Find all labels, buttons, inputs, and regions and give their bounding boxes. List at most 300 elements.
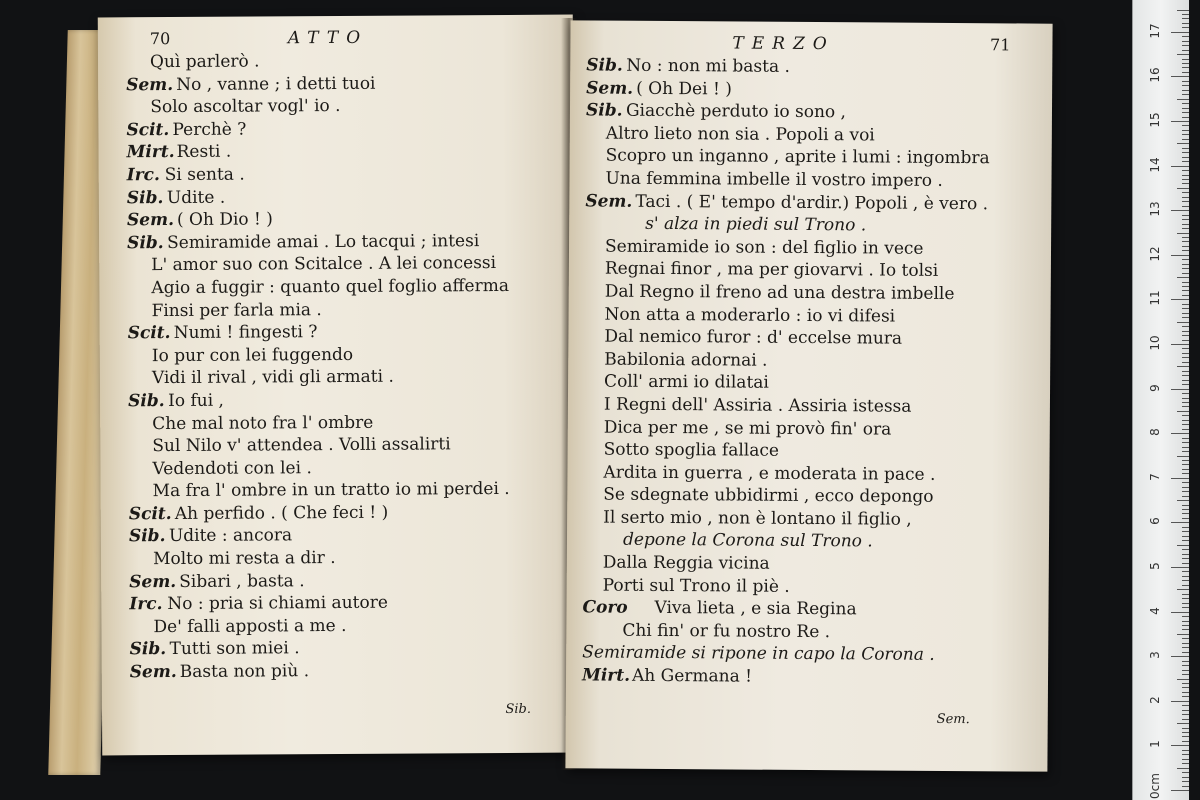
ruler-tick — [1171, 32, 1189, 33]
ruler-tick — [1182, 576, 1189, 577]
ruler-tick — [1182, 603, 1189, 604]
ruler-tick — [1182, 215, 1189, 216]
ruler-tick — [1182, 621, 1189, 622]
text-line — [568, 416, 1050, 442]
ruler-number: 13 — [1148, 201, 1162, 217]
line-text: Udite . — [166, 187, 226, 208]
ruler-tick — [1171, 567, 1189, 568]
ruler-tick — [1182, 304, 1189, 305]
stage-direction — [566, 642, 1048, 668]
ruler-tick — [1182, 85, 1189, 86]
line-text: Dal Regno il freno ad una destra imbelle — [604, 281, 955, 304]
ruler-tick — [1182, 429, 1189, 430]
ruler-tick — [1182, 687, 1189, 688]
ruler-tick — [1182, 607, 1189, 608]
ruler-number: 7 — [1148, 472, 1162, 481]
ruler-tick — [1182, 741, 1189, 742]
text-line — [567, 506, 1049, 532]
line-text: Ma fra l' ombre in un tratto io mi perdei . — [152, 479, 510, 502]
ruler-tick — [1171, 745, 1189, 746]
ruler-tick — [1177, 54, 1189, 55]
ruler-tick — [1182, 451, 1189, 452]
text-line — [99, 139, 574, 164]
ruler-tick — [1171, 299, 1189, 300]
ruler-tick — [1182, 197, 1189, 198]
speaker-name: Sem. — [586, 78, 634, 99]
text-line — [99, 207, 574, 232]
ruler-tick — [1182, 224, 1189, 225]
line-text: Molto mi resta a dir . — [152, 548, 336, 570]
ruler-tick — [1177, 634, 1189, 635]
ruler-tick — [1182, 406, 1189, 407]
speaker-name: Irc. — [126, 165, 160, 186]
line-text: No : non mi basta . — [626, 55, 791, 77]
ruler-tick — [1171, 255, 1189, 256]
speaker-name: Scit. — [126, 119, 170, 141]
text-line — [100, 342, 575, 367]
stage-direction — [567, 529, 1049, 555]
speaker-name: Scit. — [128, 503, 172, 525]
text-line — [101, 591, 576, 616]
text-line — [569, 258, 1051, 284]
ruler-tick — [1182, 509, 1189, 510]
line-text: Che mal noto fra l' ombre — [152, 412, 374, 434]
ruler-tick — [1171, 210, 1189, 211]
ruler-tick — [1182, 380, 1189, 381]
ruler-tick — [1182, 531, 1189, 532]
line-text: Semiramide amai . Lo tacqui ; intesi — [167, 230, 480, 253]
line-text: Sul Nilo v' attendea . Volli assalirti — [152, 434, 451, 457]
ruler-tick — [1182, 219, 1189, 220]
line-text: Resti . — [176, 142, 232, 163]
line-text: Regnai finor , ma per giovarvi . Io tolsi — [604, 258, 939, 282]
speaker-name: Irc. — [129, 594, 163, 615]
text-line — [568, 371, 1050, 397]
ruler-tick — [1182, 282, 1189, 283]
speaker-name: Sem. — [126, 74, 174, 95]
ruler-tick — [1182, 183, 1189, 184]
ruler-tick — [1182, 108, 1189, 109]
ruler-tick — [1182, 353, 1189, 354]
ruler-tick — [1182, 335, 1189, 336]
ruler-tick — [1182, 616, 1189, 617]
ruler-tick — [1182, 27, 1189, 28]
catchword: Sem. — [936, 711, 970, 728]
ruler-tick — [1182, 375, 1189, 376]
line-text: Si senta . — [164, 164, 245, 186]
ruler-tick — [1182, 447, 1189, 448]
line-text: L' amor suo con Scitalce . A lei concessi — [151, 253, 497, 276]
ruler-tick — [1182, 754, 1189, 755]
line-text: Semiramide si ripone in capo la Corona . — [582, 642, 935, 666]
text-line — [102, 636, 577, 661]
text-line — [100, 433, 575, 458]
ruler-tick — [1182, 763, 1189, 764]
line-text: Finsi per farla mia . — [151, 299, 322, 321]
ruler-number: 8 — [1148, 428, 1162, 437]
line-text: Tutti son miei . — [169, 638, 300, 660]
ruler-tick — [1182, 424, 1189, 425]
ruler-tick — [1182, 36, 1189, 37]
measuring-ruler — [1132, 0, 1189, 800]
ruler-tick — [1182, 732, 1189, 733]
line-text: ( Oh Dio ! ) — [176, 209, 273, 231]
line-text: I Regni dell' Assiria . Assiria istessa — [603, 394, 912, 417]
ruler-tick — [1182, 90, 1189, 91]
line-text: Semiramide io son : del figlio in vece — [604, 236, 924, 259]
ruler-tick — [1177, 10, 1189, 11]
ruler-tick — [1182, 571, 1189, 572]
ruler-tick — [1177, 411, 1189, 412]
line-text: De' falli apposti a me . — [153, 615, 347, 637]
speaker-name: Sib. — [128, 526, 166, 547]
line-text: Io fui , — [168, 390, 224, 411]
ruler-tick — [1182, 290, 1189, 291]
ruler-tick — [1182, 286, 1189, 287]
ruler-tick — [1182, 496, 1189, 497]
ruler-tick — [1182, 67, 1189, 68]
running-title: TERZO — [732, 33, 835, 55]
ruler-number: 0cm — [1148, 773, 1162, 799]
ruler-tick — [1182, 175, 1189, 176]
ruler-tick — [1182, 331, 1189, 332]
text-line — [569, 190, 1051, 216]
ruler-tick — [1182, 652, 1189, 653]
ruler-tick — [1182, 683, 1189, 684]
line-text: Basta non più . — [179, 661, 310, 683]
line-text: Ardita in guerra , e moderata in pace . — [603, 462, 936, 485]
text-line — [567, 574, 1049, 600]
ruler-tick — [1171, 433, 1189, 434]
ruler-tick — [1182, 460, 1189, 461]
running-title: ATTO — [287, 27, 369, 49]
speaker-name: Mirt. — [126, 142, 175, 163]
ruler-number: 3 — [1148, 651, 1162, 660]
ruler-tick — [1182, 264, 1189, 265]
ruler-tick — [1182, 647, 1189, 648]
ruler-tick — [1182, 112, 1189, 113]
right-page — [565, 20, 1052, 771]
ruler-tick — [1177, 456, 1189, 457]
speaker-name: Sib. — [127, 232, 164, 254]
ruler-tick — [1177, 277, 1189, 278]
ruler-tick — [1171, 76, 1189, 77]
line-text: Non atta a moderarlo : io vi difesi — [604, 304, 896, 327]
ruler-tick — [1182, 94, 1189, 95]
ruler-tick — [1182, 594, 1189, 595]
ruler-tick — [1182, 558, 1189, 559]
ruler-tick — [1171, 166, 1189, 167]
ruler-tick — [1171, 656, 1189, 657]
ruler-tick — [1182, 63, 1189, 64]
ruler-tick — [1182, 23, 1189, 24]
text-line — [567, 461, 1049, 487]
ruler-tick — [1182, 148, 1189, 149]
ruler-tick — [1182, 580, 1189, 581]
line-text: ( Oh Dei ! ) — [636, 78, 732, 100]
ruler-tick — [1182, 250, 1189, 251]
ruler-tick — [1182, 527, 1189, 528]
ruler-tick — [1182, 598, 1189, 599]
ruler-tick — [1182, 134, 1189, 135]
ruler-tick — [1182, 781, 1189, 782]
text-line — [98, 71, 573, 96]
line-text: Taci . ( E' tempo d'ardir.) Popoli , è vero . — [635, 191, 989, 214]
text-line — [566, 664, 1048, 690]
page-number: 70 — [149, 29, 171, 49]
ruler-tick — [1182, 625, 1189, 626]
ruler-tick — [1177, 322, 1189, 323]
ruler-tick — [1182, 125, 1189, 126]
ruler-tick — [1182, 442, 1189, 443]
line-text: Vidi il rival , vidi gli armati . — [151, 366, 394, 389]
ruler-tick — [1171, 612, 1189, 613]
text-line — [570, 77, 1052, 103]
text-line — [102, 659, 577, 684]
ruler-tick — [1177, 500, 1189, 501]
ruler-tick — [1171, 701, 1189, 702]
text-line — [100, 365, 575, 390]
ruler-number: 14 — [1148, 156, 1162, 173]
text-line — [570, 122, 1052, 148]
ruler-tick — [1171, 344, 1189, 345]
ruler-tick — [1182, 72, 1189, 73]
text-line — [570, 100, 1052, 126]
ruler-tick — [1182, 728, 1189, 729]
line-text: Altro lieto non sia . Popoli a voi — [605, 123, 875, 146]
line-text: Una femmina imbelle il vostro impero . — [605, 168, 943, 191]
ruler-tick — [1171, 790, 1189, 791]
line-text: Io pur con lei fuggendo — [151, 344, 354, 366]
speaker-name: Sib. — [128, 390, 165, 412]
ruler-tick — [1182, 438, 1189, 439]
left-page — [98, 15, 577, 756]
ruler-tick — [1182, 674, 1189, 675]
text-line — [568, 438, 1050, 464]
text-line — [566, 619, 1048, 645]
ruler-tick — [1182, 313, 1189, 314]
ruler-tick — [1182, 157, 1189, 158]
text-line — [101, 546, 576, 571]
ruler-tick — [1182, 317, 1189, 318]
ruler-tick — [1177, 545, 1189, 546]
text-line — [101, 523, 576, 548]
text-line — [569, 235, 1051, 261]
right-page-text — [566, 54, 1052, 690]
ruler-tick — [1182, 384, 1189, 385]
ruler-tick — [1182, 348, 1189, 349]
ruler-tick — [1182, 638, 1189, 639]
ruler-tick — [1182, 670, 1189, 671]
line-text: Giacchè perduto io sono , — [625, 100, 847, 123]
ruler-tick — [1182, 50, 1189, 51]
ruler-tick — [1177, 366, 1189, 367]
ruler-tick — [1182, 402, 1189, 403]
text-line — [567, 551, 1049, 577]
ruler-number: 9 — [1148, 383, 1162, 392]
text-line — [568, 303, 1050, 329]
line-text: Solo ascoltar vogl' io . — [150, 96, 341, 118]
ruler-tick — [1182, 273, 1189, 274]
ruler-tick — [1182, 554, 1189, 555]
ruler-tick — [1182, 665, 1189, 666]
ruler-number: 2 — [1148, 695, 1162, 704]
ruler-tick — [1182, 45, 1189, 46]
ruler-number: 10 — [1148, 335, 1162, 351]
speaker-name: Sem. — [129, 571, 177, 592]
text-line — [568, 325, 1050, 351]
ruler-tick — [1182, 179, 1189, 180]
text-line — [569, 280, 1051, 306]
line-text: Numi ! fingesti ? — [173, 322, 318, 344]
text-line — [100, 387, 575, 412]
speaker-name: Scit. — [127, 323, 171, 344]
line-text: No : pria si chiami autore — [167, 592, 388, 615]
speaker-name: Mirt. — [581, 665, 631, 686]
ruler-tick — [1182, 326, 1189, 327]
ruler-tick — [1177, 143, 1189, 144]
text-line — [568, 393, 1050, 419]
ruler-number: 11 — [1148, 290, 1162, 307]
speaker-name: Coro — [582, 597, 628, 618]
ruler-tick — [1182, 393, 1189, 394]
ruler-tick — [1177, 589, 1189, 590]
ruler-number: 15 — [1148, 112, 1162, 128]
text-line — [100, 410, 575, 435]
ruler-tick — [1182, 415, 1189, 416]
speaker-name: Sem. — [126, 210, 175, 231]
line-text: Porti sul Trono il piè . — [602, 575, 790, 597]
text-line — [101, 478, 576, 503]
text-line — [568, 348, 1050, 374]
ruler-tick — [1182, 14, 1189, 15]
line-text: Dica per me , se mi provò fin' ora — [603, 417, 892, 440]
ruler-tick — [1182, 750, 1189, 751]
ruler-tick — [1182, 469, 1189, 470]
text-line — [566, 597, 1048, 623]
ruler-tick — [1182, 170, 1189, 171]
ruler-tick — [1182, 661, 1189, 662]
ruler-tick — [1182, 487, 1189, 488]
ruler-tick — [1182, 513, 1189, 514]
text-line — [99, 274, 574, 299]
ruler-tick — [1177, 679, 1189, 680]
ruler-tick — [1182, 536, 1189, 537]
ruler-tick — [1182, 371, 1189, 372]
stage-direction — [569, 212, 1051, 238]
ruler-tick — [1182, 192, 1189, 193]
ruler-tick — [1182, 491, 1189, 492]
speaker-name: Sib. — [129, 639, 167, 660]
text-line — [98, 49, 573, 74]
text-line — [99, 162, 574, 187]
ruler-tick — [1182, 736, 1189, 737]
ruler-tick — [1182, 629, 1189, 630]
ruler-tick — [1182, 41, 1189, 42]
speaker-name: Sib. — [585, 100, 623, 121]
ruler-tick — [1182, 228, 1189, 229]
ruler-tick — [1182, 161, 1189, 162]
ruler-tick — [1182, 357, 1189, 358]
line-text: Vedendoti con lei . — [152, 457, 312, 479]
text-line — [100, 320, 575, 345]
ruler-tick — [1177, 99, 1189, 100]
line-text: Viva lieta , e sia Regina — [654, 598, 857, 620]
ruler-tick — [1182, 505, 1189, 506]
text-line — [570, 54, 1052, 80]
ruler-tick — [1182, 540, 1189, 541]
ruler-tick — [1171, 389, 1189, 390]
text-line — [98, 116, 573, 141]
text-line — [98, 94, 573, 119]
ruler-tick — [1182, 719, 1189, 720]
text-line — [99, 229, 574, 254]
page-number: 71 — [990, 35, 1011, 55]
line-text: depone la Corona sul Trono . — [622, 530, 873, 552]
line-text: Chi fin' or fu nostro Re . — [622, 620, 831, 642]
text-line — [99, 252, 574, 277]
ruler-tick — [1177, 188, 1189, 189]
ruler-tick — [1182, 117, 1189, 118]
text-line — [569, 167, 1051, 193]
text-line — [101, 500, 576, 525]
line-text: Dalla Reggia vicina — [602, 552, 770, 574]
catchword: Sib. — [505, 701, 532, 717]
ruler-tick — [1171, 522, 1189, 523]
ruler-tick — [1182, 705, 1189, 706]
ruler-number: 6 — [1148, 517, 1162, 526]
ruler-number: 5 — [1148, 562, 1162, 570]
ruler-number: 16 — [1148, 67, 1162, 84]
ruler-tick — [1182, 201, 1189, 202]
ruler-tick — [1182, 241, 1189, 242]
line-text: Quì parlerò . — [149, 51, 260, 73]
ruler-tick — [1182, 259, 1189, 260]
line-text: Perchè ? — [172, 119, 247, 140]
left-page-text — [98, 49, 577, 685]
text-line — [99, 184, 574, 209]
line-text: Scopro un inganno , aprite i lumi : ingombra — [605, 145, 990, 169]
ruler-tick — [1182, 777, 1189, 778]
line-text: Dal nemico furor : d' eccelse mura — [604, 326, 903, 349]
line-text: Agio a fuggir : quanto quel foglio afferma — [151, 275, 510, 299]
ruler-tick — [1182, 59, 1189, 60]
ruler-tick — [1182, 362, 1189, 363]
ruler-tick — [1177, 768, 1189, 769]
ruler-tick — [1171, 478, 1189, 479]
speaker-name: Sib. — [126, 187, 164, 208]
line-text: Coll' armi io dilatai — [604, 371, 769, 394]
ruler-tick — [1182, 340, 1189, 341]
speaker-name: Sem. — [585, 190, 633, 212]
ruler-tick — [1182, 772, 1189, 773]
line-text: Ah perfido . ( Che feci ! ) — [174, 502, 389, 524]
ruler-tick — [1182, 549, 1189, 550]
ruler-tick — [1177, 233, 1189, 234]
ruler-tick — [1182, 696, 1189, 697]
ruler-number: 4 — [1148, 606, 1162, 615]
ruler-tick — [1182, 268, 1189, 269]
line-text: Sotto spoglia fallace — [603, 439, 780, 461]
ruler-tick — [1182, 464, 1189, 465]
ruler-tick — [1182, 482, 1189, 483]
ruler-tick — [1182, 246, 1189, 247]
ruler-tick — [1182, 714, 1189, 715]
ruler-tick — [1182, 130, 1189, 131]
ruler-tick — [1182, 563, 1189, 564]
ruler-tick — [1182, 585, 1189, 586]
ruler-tick — [1182, 710, 1189, 711]
